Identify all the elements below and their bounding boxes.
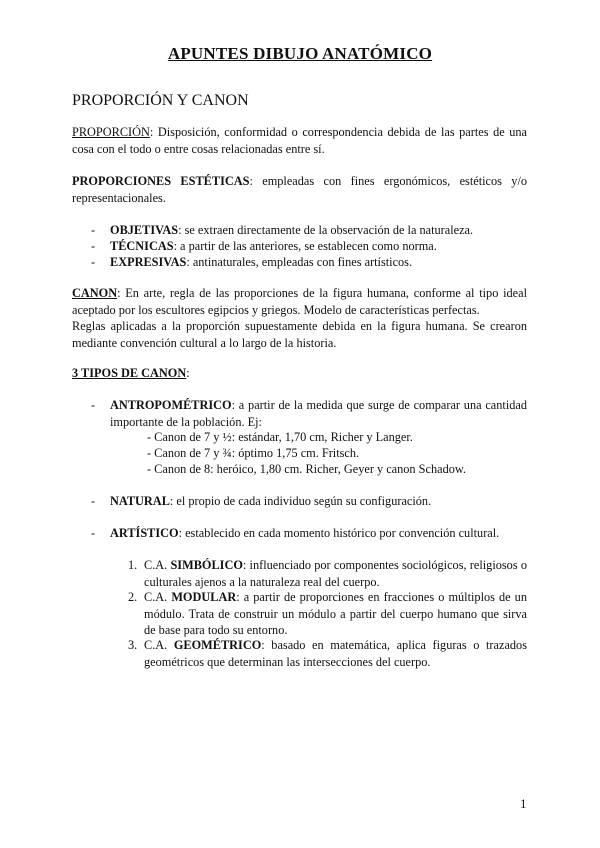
natural-text: : el propio de cada individuo según su configuración. xyxy=(169,494,432,508)
canon-example: - Canon de 7 y ¾: óptimo 1,75 cm. Fritsch. xyxy=(147,446,360,460)
canon-example: - Canon de 8: heróico, 1,80 cm. Richer, Geyer y canon Schadow. xyxy=(147,462,467,476)
item-prefix: C.A. xyxy=(144,638,174,652)
objetivas-term: OBJETIVAS xyxy=(110,223,179,237)
artistico-term: ARTÍSTICO xyxy=(110,526,179,540)
tecnicas-term: TÉCNICAS xyxy=(110,239,174,253)
expresivas-text: : antinaturales, empleadas con fines artísticos. xyxy=(186,255,413,269)
tipos-heading xyxy=(72,365,527,382)
proporcion-text: : Disposición, conformidad o correspondencia debida de las partes de una cosa con el todo o entre cosas relacionadas entre sí. xyxy=(72,125,527,156)
esteticas-paragraph xyxy=(72,173,527,206)
simbolico-text: : influenciado por componentes sociológicos, religiosos o culturales ajenos a la naturaleza real del cuerpo. xyxy=(144,558,527,589)
antropometrico-term: ANTROPOMÉTRICO xyxy=(110,398,232,412)
bullet-dash: - xyxy=(91,255,96,269)
canon-text: : En arte, regla de las proporciones de la figura humana, conforme al tipo ideal aceptado por los escultores egipcios y griegos. Modelo de características perfectas. xyxy=(72,286,527,317)
document-title: APUNTES DIBUJO ANATÓMICO xyxy=(167,44,433,63)
expresivas-term: EXPRESIVAS xyxy=(110,255,187,269)
antropometrico-text: : a partir de la medida que surge de comparar una cantidad importante de la población. Ej: xyxy=(110,398,527,429)
bullet-dash: - xyxy=(91,526,96,540)
geometrico-text: : basado en matemática, aplica figuras o trazados geométricos que determinan las intersecciones del cuerpo. xyxy=(144,638,527,669)
simbolico-term: SIMBÓLICO xyxy=(170,558,243,572)
item-number: 1. xyxy=(128,558,138,572)
section-heading: PROPORCIÓN Y CANON xyxy=(72,92,249,109)
esteticas-term: PROPORCIONES ESTÉTICAS xyxy=(72,174,250,188)
geometrico-term: GEOMÉTRICO xyxy=(173,638,262,652)
proporcion-paragraph xyxy=(72,124,527,157)
bullet-dash: - xyxy=(91,494,96,508)
canon-example: - Canon de 7 y ½: estándar, 1,70 cm, Richer y Langer. xyxy=(147,430,413,444)
page-number: 1 xyxy=(520,796,527,811)
canon-term: CANON xyxy=(72,286,118,300)
item-number: 2. xyxy=(128,590,138,604)
objetivas-text: : se extraen directamente de la observación de la naturaleza. xyxy=(178,223,474,237)
canon-paragraph xyxy=(72,285,527,351)
tipos-colon: : xyxy=(186,366,190,380)
canon-text-2: Reglas aplicadas a la proporción supuestamente debida en la figura humana. Se crearon mediante convención cultural a lo largo de la historia. xyxy=(72,319,527,350)
bullet-dash: - xyxy=(91,398,96,412)
item-prefix: C.A. xyxy=(144,590,172,604)
natural-term: NATURAL xyxy=(110,494,170,508)
tecnicas-text: : a partir de las anteriores, se establecen como norma. xyxy=(173,239,437,253)
item-prefix: C.A. xyxy=(144,558,171,572)
esteticas-text: : empleadas con fines ergonómicos, estéticos y/o representacionales. xyxy=(72,174,528,205)
bullet-dash: - xyxy=(91,223,96,237)
proporcion-term: PROPORCIÓN xyxy=(72,125,150,139)
artistico-text: : establecido en cada momento histórico por convención cultural. xyxy=(178,526,500,540)
bullet-dash: - xyxy=(91,239,96,253)
item-number: 3. xyxy=(128,638,138,652)
modular-text: : a partir de proporciones en fracciones o múltiplos de un módulo. Trata de construir un módulo a partir del cuerpo humano que sirva de base para todo su entorno. xyxy=(144,590,527,637)
tipos-heading-text: 3 TIPOS DE CANON xyxy=(72,366,187,380)
modular-term: MODULAR xyxy=(171,590,237,604)
